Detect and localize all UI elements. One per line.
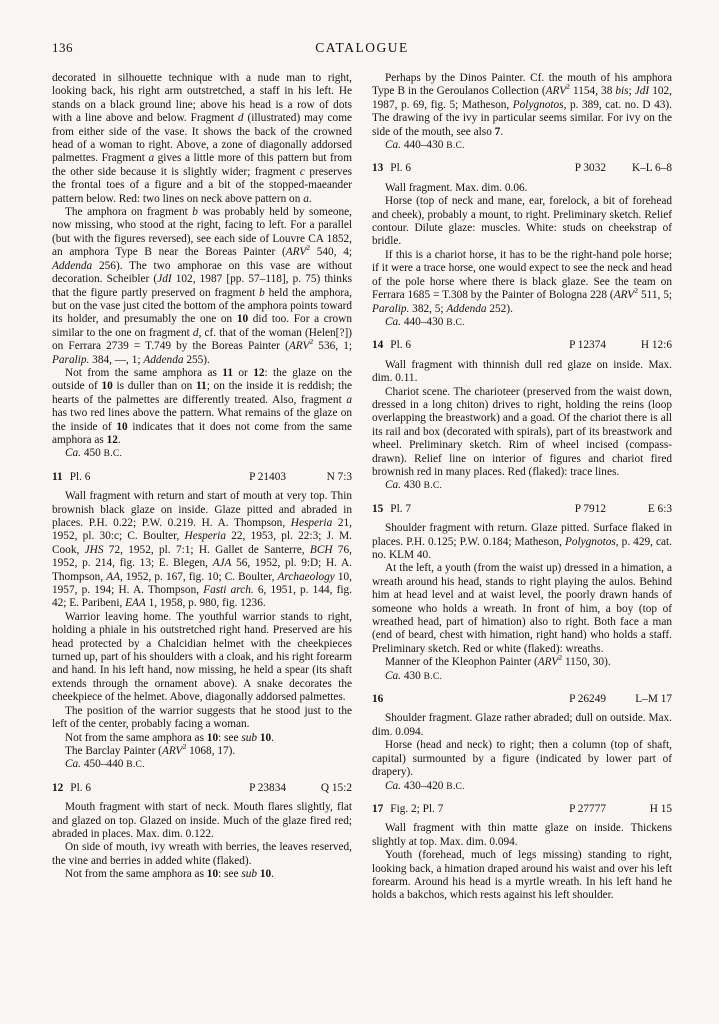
paragraph: Not from the same amphora as 10: see sub 10. <box>65 868 274 881</box>
text-run: Addenda <box>143 353 184 366</box>
text-run: Ca. <box>385 315 402 328</box>
text-run: ARV <box>545 85 567 98</box>
attribution-line: The Barclay Painter (ARV$^2$ 1068, 17). <box>65 742 236 757</box>
entry-number: 16 <box>372 693 384 706</box>
text-run: Ca. <box>385 779 402 792</box>
text-run: d <box>237 112 244 125</box>
paragraph: decorated in silhouette technique with a nude man to right, looking back, his right arm outstretched, a staff in his left. He stands on a black ground line; above his head is a row of dots with a line above and below. Fragment d (illustrated) may come from either side of the vase. It shows the back of the crowned head of a woman to right. Above, a zone of diagonally addorsed palmettes. Fragment a gives a little more of this pattern but from the other side because it is slightly wider; fragment c preserves the frontal toes of a figure and a bit of the stopped-maeander pattern below. Red: two lines on neck above pattern on a. <box>52 72 352 205</box>
date-line: Ca. 440–430 B.C. <box>385 315 465 328</box>
text-run: Polygnotos <box>512 98 564 111</box>
text-run: Ca. <box>65 758 82 771</box>
text-run: ARV <box>161 744 183 757</box>
catalogue-entry-heading <box>372 693 672 706</box>
inventory-number: P 3032 <box>574 162 606 175</box>
entry-number-and-plate <box>372 803 569 816</box>
entry-number-and-plate <box>52 471 249 484</box>
catalogue-entry-heading <box>372 162 672 175</box>
text-run: Paralip. <box>52 353 90 366</box>
text-run: B.C. <box>126 760 145 771</box>
entry-number-and-plate <box>372 162 575 175</box>
text-run: 2 <box>309 337 314 347</box>
date-line: Ca. 430 B.C. <box>385 479 443 492</box>
text-run: ARV <box>285 246 307 259</box>
text-run: 10 <box>259 868 272 881</box>
text-run: 2 <box>566 82 570 92</box>
catalogue-entry-heading <box>372 803 672 816</box>
catalogue-entry-heading <box>372 339 672 352</box>
entry-number-and-plate <box>52 782 249 795</box>
text-run: 10 <box>101 380 113 393</box>
running-title: CATALOGUE <box>315 40 409 55</box>
inventory-number: P 27777 <box>569 802 606 815</box>
text-run: a <box>346 393 352 406</box>
paragraph: Wall fragment. Max. dim. 0.06. <box>385 181 528 194</box>
inventory-number: P 7912 <box>574 502 606 515</box>
grid-reference: H 12:6 <box>640 339 672 352</box>
text-run: ARV <box>288 340 310 353</box>
inventory-number: P 21403 <box>249 470 286 483</box>
text-run: 2 <box>634 286 639 296</box>
paragraph: Mouth fragment with start of neck. Mouth flares slightly, flat and glazed on top. Glazed on inside. Much of the glaze fired red; abraded in places. Max. dim. 0.122. <box>52 801 352 840</box>
text-run: sub <box>241 731 258 744</box>
page-header <box>52 40 672 56</box>
text-run: b <box>192 206 198 219</box>
text-run: 10 <box>259 731 272 744</box>
paragraph: On side of mouth, ivy wreath with berries, the leaves reserved, the vine and berries in added white (flaked). <box>52 841 352 867</box>
text-run: JdI <box>634 85 650 98</box>
inventory-number: P 23834 <box>249 781 286 794</box>
paragraph: Perhaps by the Dinos Painter. Cf. the mouth of his amphora Type B in the Geroulanos Collection (ARV$^2$ 1154, 38 bis; JdI 102, 1987, p. 69, fig. 5; Matheson, Polygnotos, p. 389, cat. no. D 43). The drawing of the ivy in particular seems similar. For ivy on the side of the mouth, see also 7. <box>372 72 673 138</box>
text-run: Ca. <box>385 479 402 492</box>
paragraph: Not from the same amphora as 10: see sub 10. <box>65 731 274 744</box>
plate-reference: Pl. 6 <box>69 470 91 483</box>
attribution-line: Manner of the Kleophon Painter (ARV$^2$ 1150, 30). <box>385 653 611 669</box>
text-run: Ca. <box>385 669 402 682</box>
text-run: 2 <box>558 653 563 663</box>
text-run: 2 <box>182 742 187 752</box>
text-run: Ca. <box>385 139 402 152</box>
text-run: Hesperia <box>290 517 333 529</box>
entry-number: 15 <box>372 502 384 515</box>
page-number: 136 <box>52 40 73 55</box>
text-run: d <box>192 326 199 339</box>
text-run: Addenda <box>52 259 93 272</box>
text-run: B.C. <box>423 481 443 492</box>
entry-number: 17 <box>372 802 384 815</box>
text-run: B.C. <box>423 671 443 682</box>
text-run: a <box>303 192 309 205</box>
paragraph: Chariot scene. The charioteer (preserved from the waist down, dressed in a long chiton) drives to right, holding the reins (loop overlapping the breastwork) and a goad. Of the chariot there is all its rail and box (decorated with spirals), part of its breastwork and wheel. Preliminary sketch. Rim of wheel incised (compass-drawn). Relief line on interior of figures and chariot fired brownish red in many places. Red (flaked): trace lines. <box>372 385 672 478</box>
date-line: Ca. 450–440 B.C. <box>65 758 145 771</box>
text-run: Archaeology <box>277 570 335 583</box>
entry-number: 14 <box>372 339 384 352</box>
date-line: Ca. 430 B.C. <box>385 669 443 682</box>
text-run: B.C. <box>103 449 123 460</box>
paragraph: Wall fragment with thinnish dull red glaze on inside. Max. dim. 0.11. <box>372 358 672 385</box>
text-run: EAA <box>125 597 146 610</box>
text-run: sub <box>241 868 258 881</box>
left-column <box>52 72 352 903</box>
paragraph: At the left, a youth (from the waist up) dressed in a himation, a wreath around his head, stands to right playing the aulos. Behind him at head level and at waist level, the poorly drawn hands of someone who holds a wreath. In front of him, a boy (top of wreathed head, part of himation) also to right. Both face a man (end of beard, chest with himation, right hand) who holds a staff. Preliminary sketch. Red or white (flaked): wreaths. <box>372 562 672 655</box>
plate-reference: Pl. 6 <box>390 162 412 175</box>
grid-reference: N 7:3 <box>326 470 352 483</box>
text-run: JdI <box>157 273 172 286</box>
text-run: 12 <box>253 366 265 379</box>
text-run: 2 <box>306 243 311 253</box>
entry-number: 12 <box>52 781 64 794</box>
text-run: 11 <box>222 366 233 379</box>
plate-reference: Pl. 6 <box>70 781 92 794</box>
text-run: Ca. <box>65 447 82 460</box>
paragraph: Shoulder fragment. Glaze rather abraded; dull on outside. Max. dim. 0.094. <box>372 712 672 738</box>
text-run: 10 <box>206 731 219 744</box>
catalogue-entry-heading <box>52 782 352 795</box>
text-run: 10 <box>206 868 219 881</box>
grid-reference: E 6:3 <box>647 502 672 515</box>
text-run: 10 <box>236 313 249 326</box>
paragraph: The amphora on fragment b was probably held by someone, now missing, who stood at the right, facing to left. For a parallel (but with the figures reversed), see each side of Louvre CA 1852, an amphora Type B near the Boreas Painter (ARV$^2$ 540, 4; Addenda 256). The two amphorae on this vase are without decoration. Scheibler (JdI 102, 1987 [pp. 57–118], p. 75) thinks that the figure partly preserved on fragment b held the amphora, but on the vase just cited the bottom of the amphora points toward its holder, and presumably the one on 10 did too. For a crown similar to the one on fragment d, cf. that of the woman (Helen[?]) on Ferrara 2739 = T.749 by the Boreas Painter (ARV$^2$ 536, 1; Paralip. 384, —, 1; Addenda 255). <box>52 206 352 366</box>
text-run: B.C. <box>446 317 465 328</box>
inventory-number: P 12374 <box>569 339 606 352</box>
paragraph: The position of the warrior suggests that he stood just to the left of the center, probably facing a woman. <box>52 704 352 731</box>
grid-reference: H 15 <box>649 802 672 815</box>
entry-number-and-plate <box>372 503 575 516</box>
paragraph: Warrior leaving home. The youthful warrior stands to right, holding a phiale in his outstretched right hand. Preserved are his head protected by a Chalcidian helmet with the cheekpieces turned up, part of his shoulders with a cloak, and his right forearm and hand. In his left hand, now missing, he held a spear (its shaft extends through the ornament above). A snake decorates the cheekpiece of the helmet. Above, diagonally addorsed palmettes. <box>52 610 352 704</box>
paragraph: Horse (top of neck and mane, ear, forelock, a bit of forehead and cheek), probably a mount, to right. Preliminary sketch. Relief contour. Dilute glaze: muscles. White: studs on cheekstrap of bridle. <box>372 195 672 248</box>
text-run: 11 <box>196 380 207 393</box>
grid-reference: L–M 17 <box>635 693 672 706</box>
text-run: ARV <box>613 289 635 302</box>
grid-reference: Q 15:2 <box>320 781 352 794</box>
text-run: JHS <box>84 543 104 556</box>
text-run: 12 <box>106 433 118 446</box>
paragraph: Wall fragment with thin matte glaze on inside. Thickens slightly at top. Max. dim. 0.094. <box>372 822 672 848</box>
entry-number: 11 <box>52 470 63 483</box>
text-run: B.C. <box>446 141 465 152</box>
inventory-number: P 26249 <box>569 693 606 706</box>
text-run: b <box>259 286 265 299</box>
text-run: Fasti arch. <box>203 584 254 597</box>
text-run: a <box>148 152 155 165</box>
text-run: bis <box>615 85 629 98</box>
text-columns <box>52 72 672 903</box>
paragraph: If this is a chariot horse, it has to be the right-hand pole horse; if it were a trace horse, one would expect to see the neck and head of the pole horse where there is black glaze. See the team on Ferrara 1685 = T.308 by the Painter of Bologna 228 (ARV$^2$ 511, 5; Paralip. 382, 5; Addenda 252). <box>372 248 672 315</box>
entry-number: 13 <box>372 162 384 175</box>
text-run: 7 <box>494 125 501 138</box>
paragraph: Shoulder fragment with return. Glaze pitted. Surface flaked in places. P.H. 0.125; P.W. 0.184; Matheson, Polygnotos, p. 429, cat. no. KLM 40. <box>372 522 672 561</box>
text-run: Hesperia <box>184 530 226 543</box>
date-line: Ca. 430–420 B.C. <box>385 779 465 792</box>
plate-reference: Pl. 7 <box>390 502 412 515</box>
text-run: AA <box>106 570 121 583</box>
right-column <box>372 72 672 903</box>
text-run: B.C. <box>446 781 465 792</box>
text-run: BCH <box>309 543 333 556</box>
text-run: ARV <box>537 656 559 669</box>
text-run: Addenda <box>446 302 487 315</box>
paragraph: Horse (head and neck) to right; then a column (top of shaft, capital) surmounted by a figure (indicated by lower part of drapery). <box>372 739 672 779</box>
date-line: Ca. 450 B.C. <box>65 447 123 460</box>
text-run: 10 <box>116 420 128 433</box>
plate-reference: Pl. 6 <box>390 339 412 352</box>
entry-number-and-plate <box>372 339 569 352</box>
entry-number-and-plate <box>372 693 569 706</box>
paragraph: Youth (forehead, much of legs missing) standing to right, looking back, a himation draped around his waist and over his left forearm. Around his head is a myrtle wreath. In his left hand he holds a bakchos, which rests against his left shoulder. <box>372 849 672 902</box>
text-run: AJA <box>212 557 232 570</box>
date-line: Ca. 440–430 B.C. <box>385 139 465 152</box>
text-run: c <box>299 165 305 178</box>
paragraph: Wall fragment with return and start of mouth at very top. Thin brownish black glaze on inside. Glaze pitted and abraded in places. P.H. 0.22; P.W. 0.219. H. A. Thompson, Hesperia 21, 1952, pl. 30:c; C. Boulter, Hesperia 22, 1953, pl. 22:3; J. M. Cook, JHS 72, 1952, pl. 7:1; H. Gallet de Santerre, BCH 76, 1952, p. 214, fig. 13; E. Blegen, AJA 56, 1952, pl. 9:D; H. A. Thompson, AA, 1952, p. 167, fig. 10; C. Boulter, Archaeology 10, 1957, p. 194; H. A. Thompson, Fasti arch. 6, 1951, p. 144, fig. 42; E. Paribeni, EAA 1, 1958, p. 980, fig. 1236. <box>52 490 352 610</box>
text-run: Paralip. <box>372 302 410 315</box>
paragraph: Not from the same amphora as 11 or 12: the glaze on the outside of 10 is duller than on 11; on the inside it is reddish; the hearts of the palmettes are differently treated. Also, fragment a has two red lines above the pattern. What remains of the glaze on the inside of 10 indicates that it does not come from the same amphora as 12. <box>52 366 353 446</box>
text-run: Polygnotos <box>564 535 616 548</box>
catalogue-entry-heading <box>52 471 352 484</box>
plate-reference: Fig. 2; Pl. 7 <box>390 802 444 815</box>
catalogue-entry-heading <box>372 503 672 516</box>
grid-reference: K–L 6–8 <box>631 162 672 175</box>
